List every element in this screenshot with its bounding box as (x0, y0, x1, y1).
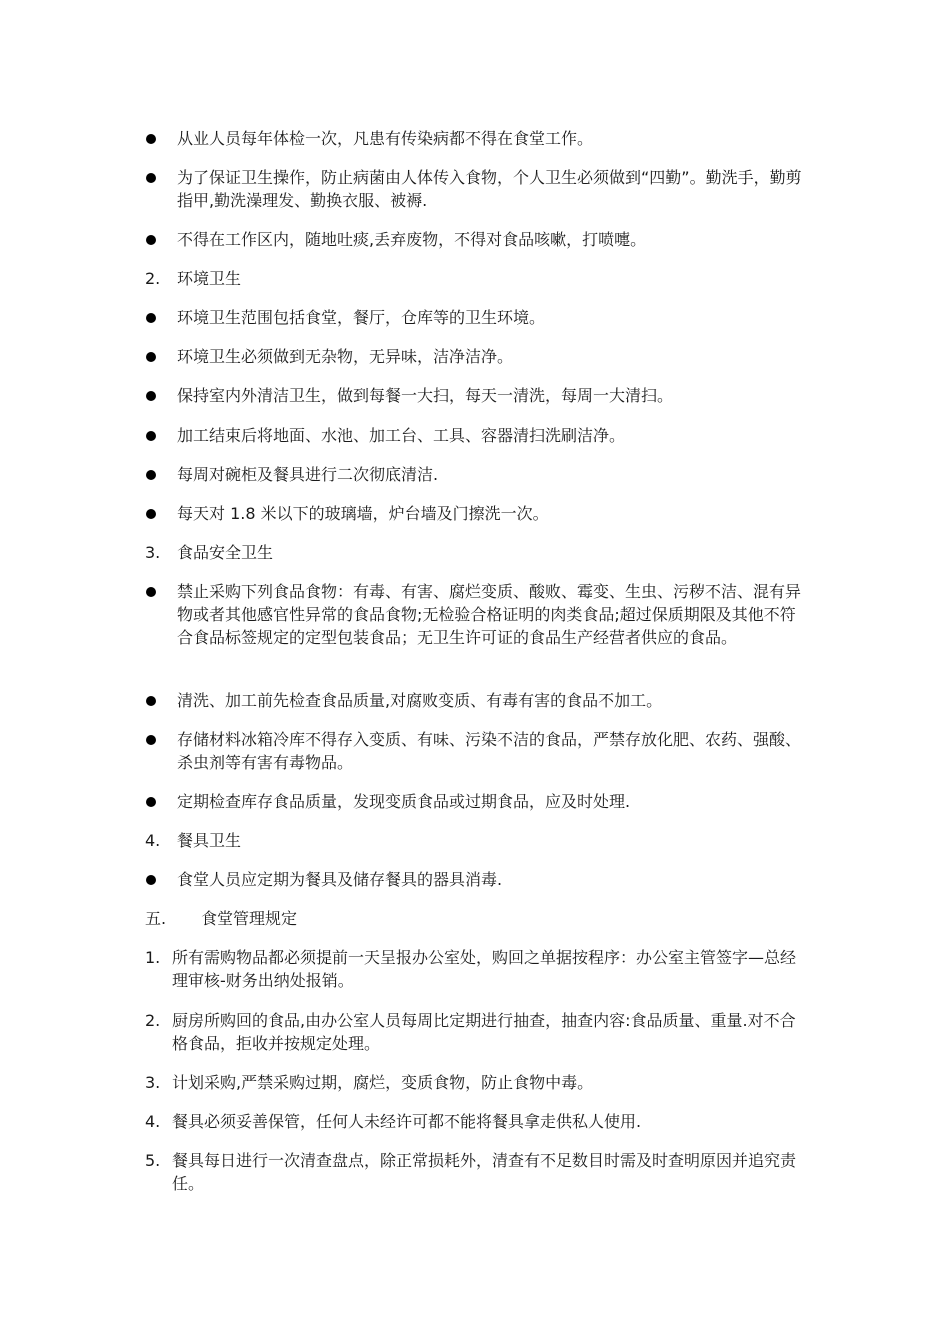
list-item-text: 保持室内外清洁卫生，做到每餐一大扫，每天一清洗，每周一大清扫。 (177, 386, 674, 405)
list-item-text: 餐具卫生 (177, 831, 242, 850)
list-item-text: 计划采购,严禁采购过期，腐烂，变质食物，防止食物中毒。 (172, 1073, 594, 1092)
list-item (145, 728, 810, 774)
list-item-text: 所有需购物品都必须提前一天呈报办公室处，购回之单据按程序：办公室主管签字—总经理审核-财务出纳处报销。 (172, 948, 797, 990)
list-number: 2. (145, 1011, 161, 1030)
list-item (145, 689, 810, 712)
numbered-item (145, 1149, 810, 1195)
bullet-icon (146, 696, 156, 706)
list-item-text: 环境卫生 (177, 269, 242, 288)
list-item (145, 345, 810, 368)
bullet-icon (146, 391, 156, 401)
bullet-icon (146, 431, 156, 441)
bullet-icon (146, 587, 156, 597)
numbered-item (145, 946, 810, 992)
list-item-text: 每周对碗柜及餐具进行二次彻底清洁. (177, 465, 439, 484)
bullet-icon (146, 235, 156, 245)
list-item (145, 384, 810, 407)
list-item (145, 424, 810, 447)
numbered-heading (145, 541, 810, 564)
bullet-icon (146, 470, 156, 480)
list-number: 1. (145, 948, 161, 967)
numbered-item (145, 1009, 810, 1055)
list-item-text: 环境卫生必须做到无杂物，无异味，洁净洁净。 (177, 347, 514, 366)
list-item (145, 127, 810, 150)
list-item (145, 166, 810, 212)
list-item (145, 580, 810, 649)
list-number: 3. (145, 1073, 161, 1092)
bullet-icon (146, 875, 156, 885)
section-title: 食堂管理规定 (201, 909, 298, 928)
list-item-text: 厨房所购回的食品,由办公室人员每周比定期进行抽查，抽查内容:食品质量、重量.对不合格食品，拒收并按规定处理。 (172, 1011, 796, 1053)
list-item-text: 不得在工作区内，随地吐痰,丢弃废物，不得对食品咳嗽，打喷嚏。 (177, 230, 647, 249)
list-item-text: 定期检查库存食品质量，发现变质食品或过期食品，应及时处理. (177, 792, 631, 811)
list-item-text: 加工结束后将地面、水池、加工台、工具、容器清扫洗刷洁净。 (177, 426, 626, 445)
bullet-icon (146, 134, 156, 144)
list-item-text: 每天对 1.8 米以下的玻璃墙，炉台墙及门擦洗一次。 (177, 504, 549, 523)
numbered-item (145, 1071, 810, 1094)
bullet-icon (146, 509, 156, 519)
list-item (145, 306, 810, 329)
list-item-text: 清洗、加工前先检查食品质量,对腐败变质、有毒有害的食品不加工。 (177, 691, 663, 710)
numbered-heading (145, 267, 810, 290)
list-number: 4. (145, 1112, 161, 1131)
list-item (145, 502, 810, 525)
list-item-text: 存储材料冰箱冷库不得存入变质、有味、污染不洁的食品，严禁存放化肥、农药、强酸、杀虫剂等有害有毒物品。 (177, 730, 802, 772)
section-heading (145, 907, 297, 930)
bullet-icon (146, 797, 156, 807)
list-item (145, 463, 810, 486)
list-number: 4. (145, 831, 161, 850)
bullet-icon (146, 352, 156, 362)
list-number: 2. (145, 269, 161, 288)
list-item-text: 食堂人员应定期为餐具及储存餐具的器具消毒. (177, 870, 503, 889)
section-number: 五. (145, 909, 167, 928)
list-item-text: 餐具必须妥善保管，任何人未经许可都不能将餐具拿走供私人使用. (172, 1112, 642, 1131)
numbered-heading (145, 829, 810, 852)
list-item-text: 餐具每日进行一次清查盘点，除正常损耗外，清查有不足数目时需及时查明原因并追究责任。 (172, 1151, 797, 1193)
list-number: 3. (145, 543, 161, 562)
list-item-text: 环境卫生范围包括食堂，餐厅，仓库等的卫生环境。 (177, 308, 546, 327)
list-item (145, 790, 810, 813)
bullet-icon (146, 173, 156, 183)
list-item (145, 228, 810, 251)
list-item-text: 禁止采购下列食品食物：有毒、有害、腐烂变质、酸败、霉变、生虫、污秽不洁、混有异物或者其他感官性异常的食品食物;无检验合格证明的肉类食品;超过保质期限及其他不符合食品标签规定的定型包装食品；无卫生许可证的食品生产经营者供应的食品。 (177, 582, 802, 647)
list-number: 5. (145, 1151, 161, 1170)
list-item-text: 食品安全卫生 (177, 543, 274, 562)
list-item-text: 为了保证卫生操作，防止病菌由人体传入食物，个人卫生必须做到“四勤”。勤洗手，勤剪指甲,勤洗澡理发、勤换衣服、被褥. (177, 168, 802, 210)
bullet-icon (146, 735, 156, 745)
bullet-icon (146, 313, 156, 323)
list-item-text: 从业人员每年体检一次，凡患有传染病都不得在食堂工作。 (177, 129, 594, 148)
list-item (145, 868, 810, 891)
numbered-item (145, 1110, 810, 1133)
